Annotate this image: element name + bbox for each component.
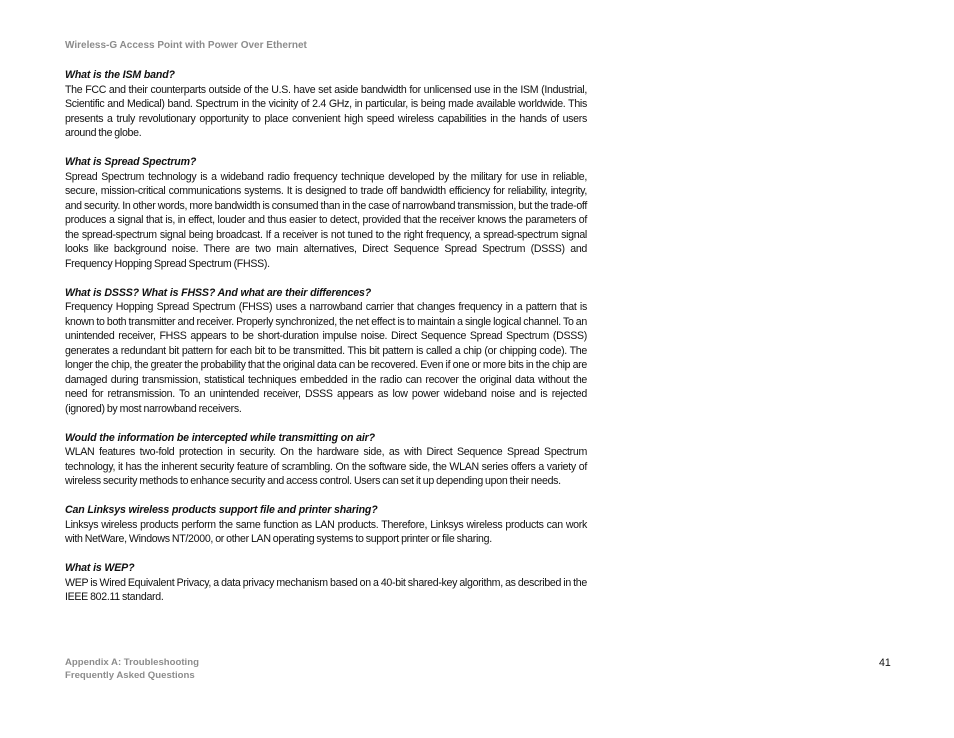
faq-answer: Linksys wireless products perform the same function as LAN products. Therefore, Linksys wireless products can work with NetWare, Windows NT/2000, or other LAN operating systems to support printer or file sharing. <box>65 518 587 545</box>
faq-answer: WEP is Wired Equivalent Privacy, a data privacy mechanism based on a 40-bit shared-key algorithm, as described in the IEEE 802.11 standard. <box>65 576 587 603</box>
faq-item-interception <box>65 431 587 489</box>
faq-answer: Frequency Hopping Spread Spectrum (FHSS) uses a narrowband carrier that changes frequency in a pattern that is known to both transmitter and receiver. Properly synchronized, the net effect is to maintain a single logical channel. To an unintended receiver, FHSS appears to be short-duration impulse noise. Direct Sequence Spread Spectrum (DSSS) generates a redundant bit pattern for each bit to be transmitted. This bit pattern is called a chip (or chipping code). The longer the chip, the greater the probability that the original data can be recovered. Even if one or more bits in the chip are damaged during transmission, statistical techniques embedded in the radio can recover the original data without the need for retransmission. To an unintended receiver, DSSS appears as low power wideband noise and is rejected (ignored) by most narrowband receivers. <box>65 301 587 415</box>
faq-question: What is WEP? <box>65 562 135 574</box>
faq-answer: Spread Spectrum technology is a wideband radio frequency technique developed by the military for use in reliable, secure, mission-critical communications systems. It is designed to trade off bandwidth efficiency for reliability, integrity, and security. In other words, more bandwidth is consumed than in the case of narrowband transmission, but the trade-off produces a signal that is, in effect, louder and thus easier to detect, provided that the receiver knows the parameters of the spread-spectrum signal being broadcast. If a receiver is not tuned to the right frequency, a spread-spectrum signal looks like background noise. There are two main alternatives, Direct Sequence Spread Spectrum (DSSS) and Frequency Hopping Spread Spectrum (FHSS). <box>65 170 587 270</box>
faq-item-spread-spectrum <box>65 155 587 271</box>
faq-question: Can Linksys wireless products support file and printer sharing? <box>65 504 378 516</box>
footer-subsection-title: Frequently Asked Questions <box>65 669 195 681</box>
faq-answer: The FCC and their counterparts outside of the U.S. have set aside bandwidth for unlicensed use in the ISM (Industrial, Scientific and Medical) band. Spectrum in the vicinity of 2.4 GHz, in particular, is being made available worldwide. This presents a truly revolutionary opportunity to place convenient high speed wireless capabilities in the hands of users around the globe. <box>65 83 587 139</box>
faq-item-ism-band <box>65 68 587 141</box>
faq-question: What is Spread Spectrum? <box>65 156 197 168</box>
footer-section-title: Appendix A: Troubleshooting <box>65 657 199 668</box>
faq-item-wep <box>65 561 587 605</box>
faq-question: What is DSSS? What is FHSS? And what are their differences? <box>65 286 372 299</box>
faq-item-file-printer-sharing <box>65 503 587 547</box>
page-footer <box>65 657 199 682</box>
page-number: 41 <box>879 657 891 669</box>
faq-content <box>65 68 587 619</box>
faq-question: Would the information be intercepted while transmitting on air? <box>65 431 375 444</box>
faq-question: What is the ISM band? <box>65 69 175 81</box>
faq-item-dsss-fhss <box>65 286 587 417</box>
running-header: Wireless-G Access Point with Power Over Ethernet <box>65 40 307 51</box>
faq-answer: WLAN features two-fold protection in security. On the hardware side, as with Direct Sequence Spread Spectrum technology, it has the inherent security feature of scrambling. On the software side, the WLAN series offers a variety of wireless security methods to enhance security and access control. Users can set it up depending upon their needs. <box>65 446 587 487</box>
